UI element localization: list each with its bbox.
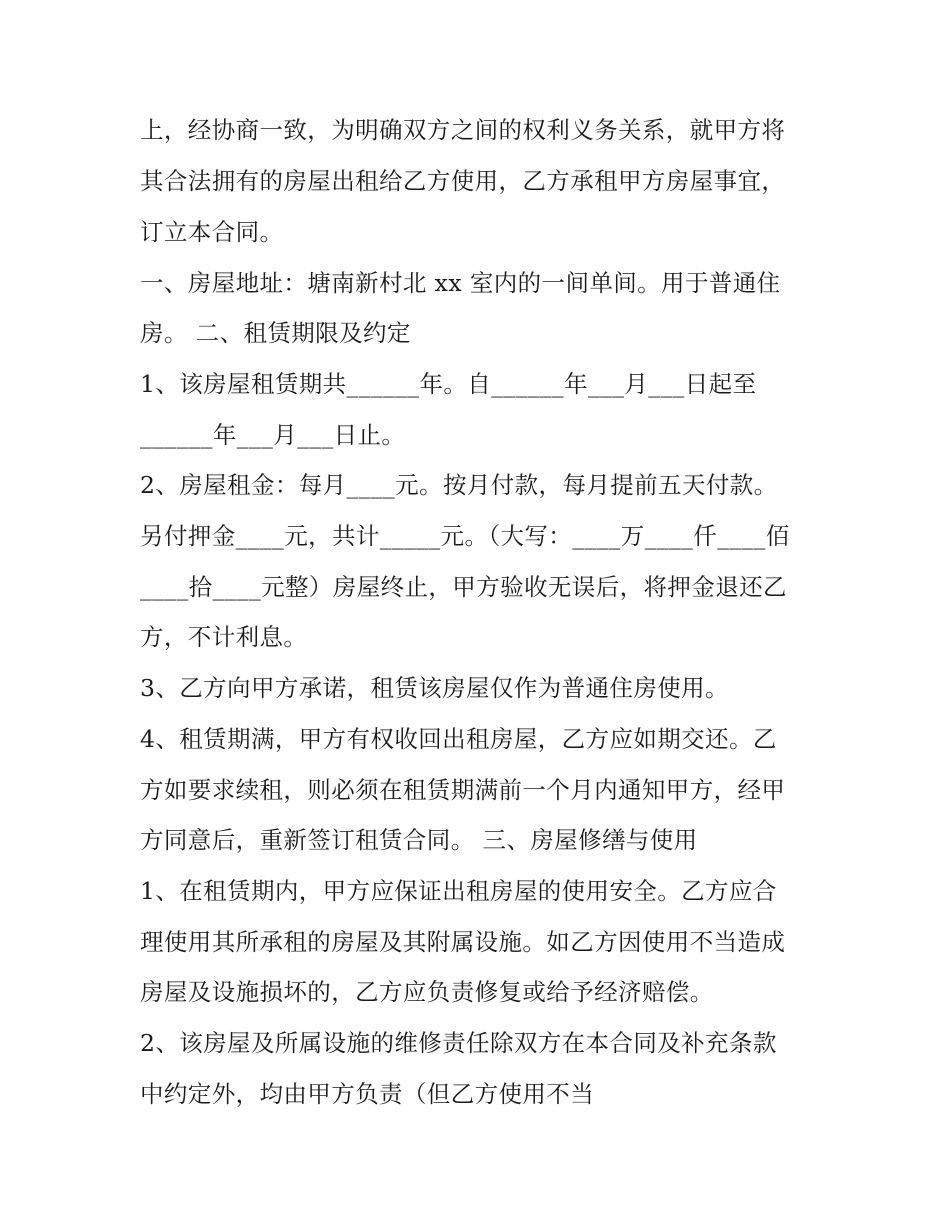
text-line: 方，不计利息。 <box>140 623 308 651</box>
text-line: 3、乙方向甲方承诺，租赁该房屋仅作为普通住房使用。 <box>140 674 729 702</box>
text-line: 房屋及设施损坏的，乙方应负责修复或给予经济赔偿。 <box>140 978 714 1006</box>
text-line: 2、该房屋及所属设施的维修责任除双方在本合同及补充条款 <box>140 1029 777 1057</box>
text-line: 1、该房屋租赁期共______年。自______年___月___日起至 <box>140 370 757 398</box>
text-line: 4、租赁期满，甲方有权收回出租房屋，乙方应如期交还。乙 <box>140 725 777 753</box>
text-line: 订立本合同。 <box>140 218 284 246</box>
text-line: 其合法拥有的房屋出租给乙方使用，乙方承租甲方房屋事宜， <box>140 167 786 195</box>
text-line: 1、在租赁期内，甲方应保证出租房屋的使用安全。乙方应合 <box>140 877 777 905</box>
text-line: 中约定外，均由甲方负责（但乙方使用不当 <box>140 1080 595 1108</box>
text-line: 上，经协商一致，为明确双方之间的权利义务关系，就甲方将 <box>140 116 786 144</box>
text-line: 一、房屋地址：塘南新村北 xx 室内的一间单间。用于普通住 <box>140 269 781 297</box>
text-line: ____拾____元整）房屋终止，甲方验收无误后，将押金退还乙 <box>140 573 787 601</box>
text-line: ______年___月___日止。 <box>140 421 406 449</box>
text-line: 2、房屋租金：每月____元。按月付款，每月提前五天付款。 <box>140 471 778 499</box>
text-line: 房。 二、租赁期限及约定 <box>140 319 411 347</box>
text-line: 方如要求续租，则必须在租赁期满前一个月内通知甲方，经甲 <box>140 776 786 804</box>
text-line: 另付押金____元，共计_____元。（大写：____万____仟____佰 <box>140 522 790 550</box>
text-line: 理使用其所承租的房屋及其附属设施。如乙方因使用不当造成 <box>140 928 786 956</box>
text-line: 方同意后，重新签订租赁合同。 三、房屋修缮与使用 <box>140 826 698 854</box>
